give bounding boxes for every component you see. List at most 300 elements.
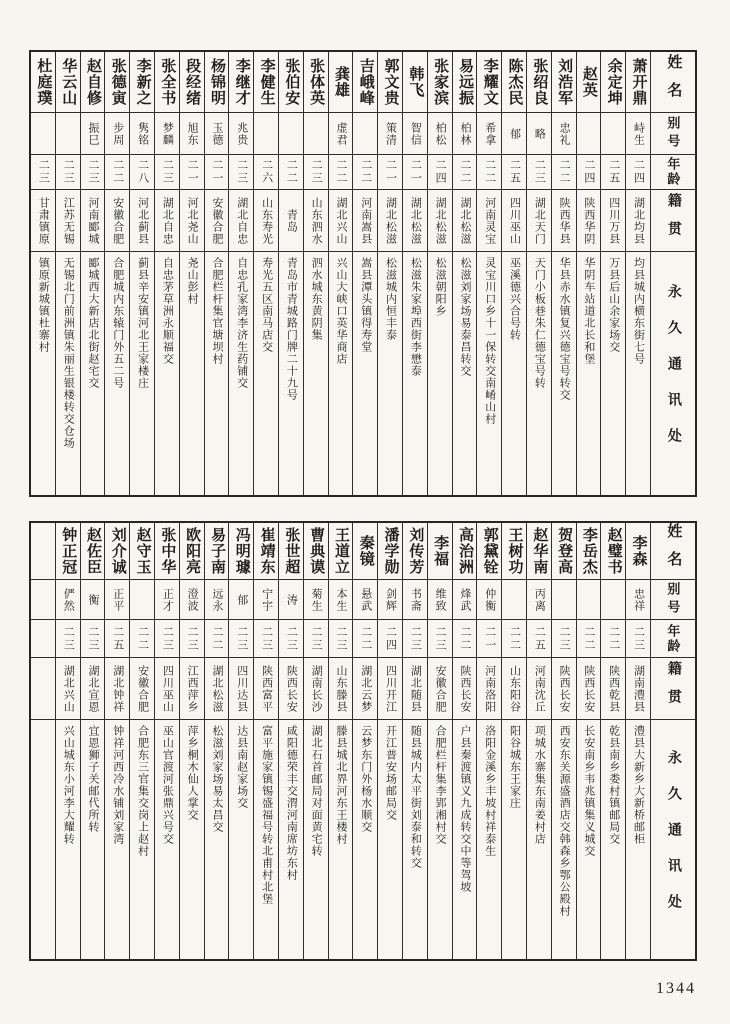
person-column-alias-cell: [552, 112, 576, 154]
person-column-alias-cell: [577, 579, 601, 619]
person-column-native-cell: [502, 657, 526, 719]
person-column: [625, 523, 650, 959]
person-column: [501, 523, 526, 959]
person-column-alias-text: 悬武: [359, 587, 372, 612]
person-column-native-cell: [453, 189, 477, 251]
person-column-native-text: 河南灵宝: [483, 196, 496, 245]
person-column-age-text: 二二: [458, 625, 471, 652]
person-column-age-cell: [626, 154, 650, 189]
person-column-alias-text: 忠礼: [558, 121, 571, 146]
person-column-age-cell: [130, 154, 154, 189]
person-column-name-cell: [329, 523, 353, 579]
person-column-alias-cell: [502, 112, 526, 154]
person-column-alias-text: 澄波: [186, 587, 199, 612]
person-column-address-text: 万县后山余家场交: [607, 257, 620, 353]
person-column-address-text: 合肥栏杆集官塘坝村: [210, 257, 223, 365]
person-column-address-cell: [304, 719, 328, 959]
person-column-alias-cell: [304, 579, 328, 619]
person-column-address-cell: [403, 719, 427, 959]
person-column: [129, 52, 154, 495]
header-column-name-cell: [651, 523, 695, 579]
person-column-name-text: 赵华南: [531, 527, 548, 575]
person-column-native-cell: [130, 657, 154, 719]
person-column-age-text: 二三: [161, 159, 174, 185]
person-column-alias-cell: [279, 112, 303, 154]
person-column-alias-cell: [205, 579, 229, 619]
person-column-address-text: 咸阳德荣丰交渭河南席坊东村: [285, 725, 298, 881]
person-column-native-text: 陕西长安: [558, 664, 571, 713]
person-column-address-text: 合肥栏杆集李郢湘村交: [434, 725, 447, 845]
person-column-name-text: 曹典谟: [308, 527, 325, 575]
person-column-alias-text: 正平: [111, 587, 124, 612]
person-column-name-text: 欧阳亮: [184, 527, 201, 575]
person-column-address-cell: [205, 251, 229, 495]
person-column-age-cell: [229, 154, 253, 189]
person-column-age-cell: [81, 154, 105, 189]
person-column-address-cell: [105, 251, 129, 495]
person-column-name-text: 王树功: [506, 527, 523, 575]
header-column-native-text: 籍贯: [665, 660, 681, 717]
person-column-age-text: 二三: [310, 159, 323, 185]
person-column-name-cell: [205, 52, 229, 112]
person-column-native-cell: [81, 189, 105, 251]
person-column-address-cell: [254, 719, 278, 959]
person-column-name-cell: [81, 52, 105, 112]
person-column-age-text: 二二: [334, 159, 347, 185]
person-column-alias-cell: [31, 579, 55, 619]
person-column-name-text: 李继才: [233, 58, 250, 106]
person-column-age-text: 二一: [409, 159, 422, 185]
person-column-alias-text: 丙离: [533, 587, 546, 612]
person-column-age-text: 二三: [632, 625, 645, 652]
person-column: [55, 52, 80, 495]
person-column-address-text: 巫山官渡河张鼎兴号交: [161, 725, 174, 845]
person-column-native-cell: [329, 189, 353, 251]
person-column: [551, 523, 576, 959]
person-column-native-cell: [31, 657, 55, 719]
person-column-name-cell: [31, 523, 55, 579]
person-column-age-text: 二二: [508, 625, 521, 652]
person-column-age-cell: [403, 619, 427, 657]
person-column-native-text: 湖北自忠: [235, 196, 248, 245]
person-column-address-cell: [31, 251, 55, 495]
header-column: [650, 523, 695, 959]
person-column-native-text: 湖北云梦: [359, 664, 372, 713]
person-column-address-text: 寿光五区南马店交: [260, 257, 273, 353]
person-column-native-text: 陕西长安: [285, 664, 298, 713]
person-column-age-text: 二五: [508, 159, 521, 185]
person-column-alias-cell: [453, 579, 477, 619]
person-column-native-text: 安徽合肥: [136, 664, 149, 713]
header-column-age-cell: [651, 154, 695, 189]
person-column-address-text: 镇原新城镇杜寨村: [37, 257, 50, 353]
person-column-address-text: 达县南赵家场交: [235, 725, 248, 809]
person-column-name-cell: [155, 52, 179, 112]
person-column-alias-cell: [56, 112, 80, 154]
person-column-age-text: 二一: [210, 159, 223, 185]
person-column-age-text: 二二: [210, 625, 223, 652]
person-column-address-text: 乾县南乡娄村镇邮局交: [607, 725, 620, 845]
person-column-alias-cell: [130, 112, 154, 154]
person-column-address-text: 华县赤水镇复兴德宝号转交: [558, 257, 571, 401]
person-column-native-cell: [378, 657, 402, 719]
person-column-address-cell: [180, 719, 204, 959]
person-column-native-cell: [552, 189, 576, 251]
person-column: [352, 52, 377, 495]
person-column: [303, 523, 328, 959]
person-column-name-cell: [601, 52, 625, 112]
person-column-native-text: 湖北随县: [409, 664, 422, 713]
person-column-native-cell: [229, 657, 253, 719]
person-column: [452, 523, 477, 959]
person-column-address-cell: [279, 719, 303, 959]
person-column-age-text: 二五: [111, 625, 124, 652]
person-column-address-cell: [180, 251, 204, 495]
person-column-native-cell: [254, 189, 278, 251]
person-column-alias-text: 忠祥: [632, 587, 645, 612]
person-column-address-text: 钟祥河西冷水铺刘家湾: [111, 725, 124, 845]
person-column-native-text: 青岛: [285, 208, 298, 233]
person-column-native-cell: [180, 657, 204, 719]
person-column-native-cell: [527, 657, 551, 719]
person-column-address-text: 天门小板巷朱仁德宝号转: [533, 257, 546, 389]
person-column-native-text: 陕西长安: [458, 664, 471, 713]
person-column-native-cell: [378, 189, 402, 251]
person-column-alias-cell: [353, 112, 377, 154]
person-column-address-text: 自忠孔家湾李济生药铺交: [235, 257, 248, 389]
person-column-native-cell: [403, 189, 427, 251]
person-column-alias-text: 郁: [508, 127, 521, 140]
person-column-address-text: 富平施家镇锡盛福号转北甫村北堡: [260, 725, 273, 905]
person-column-alias-cell: [81, 112, 105, 154]
person-column-name-cell: [130, 52, 154, 112]
person-column-alias-text: 玉德: [210, 121, 223, 146]
person-column-alias-text: 远永: [210, 587, 223, 612]
person-column-native-text: 陕西乾县: [607, 664, 620, 713]
roster-table-top: [29, 50, 697, 497]
person-column-age-text: 二二: [285, 159, 298, 185]
person-column-age-cell: [180, 154, 204, 189]
person-column-native-cell: [105, 189, 129, 251]
person-column-address-text: 泗水城东黄阴集: [310, 257, 323, 341]
person-column-address-cell: [31, 719, 55, 959]
person-column-address-cell: [428, 251, 452, 495]
person-column-alias-cell: [552, 579, 576, 619]
person-column-age-text: 二一: [384, 159, 397, 185]
person-column-address-cell: [626, 251, 650, 495]
person-column: [625, 52, 650, 495]
person-column-age-cell: [81, 619, 105, 657]
person-column-native-cell: [180, 189, 204, 251]
person-column-age-cell: [577, 619, 601, 657]
person-column-address-text: 自忠茅草洲永顺福交: [161, 257, 174, 365]
person-column-native-cell: [601, 189, 625, 251]
person-column-native-cell: [205, 657, 229, 719]
person-column-age-text: 二一: [186, 159, 199, 185]
person-column-age-text: 二四: [582, 159, 595, 185]
person-column-alias-cell: [229, 112, 253, 154]
person-column-alias-text: 宁宇: [260, 587, 273, 612]
person-column-name-text: 钟正冠: [60, 527, 77, 575]
person-column-age-cell: [428, 619, 452, 657]
person-column-age-cell: [229, 619, 253, 657]
person-column-name-cell: [56, 52, 80, 112]
person-column-address-cell: [329, 719, 353, 959]
person-column-alias-cell: [155, 112, 179, 154]
person-column-name-text: 赵自修: [84, 58, 101, 106]
person-column-native-cell: [56, 657, 80, 719]
person-column-name-text: 张家滨: [432, 58, 449, 106]
person-column: [452, 52, 477, 495]
person-column-address-text: 湖北石首邮局对面黄宅转: [310, 725, 323, 857]
person-column-address-text: 松滋刘家场易泰昌转交: [458, 257, 471, 377]
person-column: [476, 523, 501, 959]
person-column-alias-text: 步周: [111, 121, 124, 146]
person-column-address-text: 阳谷城东王家庄: [508, 725, 521, 809]
person-column-native-text: 甘肃镇原: [37, 196, 50, 245]
person-column-name-text: 段经绪: [184, 58, 201, 106]
person-column-address-cell: [254, 251, 278, 495]
person-column: [104, 523, 129, 959]
person-column-name-text: 张世超: [283, 527, 300, 575]
person-column: [303, 52, 328, 495]
person-column-name-cell: [403, 523, 427, 579]
person-column-age-text: 二三: [235, 159, 248, 185]
person-column-age-text: 二四: [384, 625, 397, 652]
person-column-address-text: 青岛市青城路门牌二十九号: [285, 257, 298, 401]
person-column-alias-text: 峙生: [632, 121, 645, 146]
person-column-name-text: 张中华: [159, 527, 176, 575]
person-column-age-cell: [626, 619, 650, 657]
person-column-native-text: 四川巫山: [508, 196, 521, 245]
person-column: [278, 523, 303, 959]
person-column-name-cell: [130, 523, 154, 579]
person-column-address-cell: [378, 719, 402, 959]
person-column-address-cell: [477, 251, 501, 495]
person-column-native-cell: [279, 189, 303, 251]
person-column-name-text: 杨锦明: [208, 58, 225, 106]
person-column-alias-text: 梦麟: [161, 121, 174, 146]
person-column-name-cell: [552, 523, 576, 579]
person-column-age-text: 二三: [37, 159, 50, 185]
person-column-age-cell: [552, 619, 576, 657]
person-column-address-cell: [502, 719, 526, 959]
person-column-address-text: 项城水寨集东南姜村店: [533, 725, 546, 845]
person-column-address-cell: [502, 251, 526, 495]
person-column-name-cell: [378, 523, 402, 579]
person-column: [104, 52, 129, 495]
person-column-alias-text: 衡: [86, 593, 99, 606]
person-column-alias-cell: [428, 112, 452, 154]
person-column-alias-cell: [31, 112, 55, 154]
person-column-age-text: 二二: [582, 625, 595, 652]
person-column-address-cell: [626, 719, 650, 959]
person-column-age-cell: [105, 154, 129, 189]
person-column-native-cell: [403, 657, 427, 719]
person-column-address-text: 尧山彭村: [186, 257, 199, 305]
person-column-age-cell: [56, 154, 80, 189]
person-column-native-text: 陕西华阴: [582, 196, 595, 245]
person-column-native-cell: [527, 189, 551, 251]
person-column-name-cell: [378, 52, 402, 112]
person-column-age-text: 二三: [285, 625, 298, 652]
person-column-name-cell: [428, 52, 452, 112]
person-column-name-text: 张体英: [308, 58, 325, 106]
person-column-alias-text: 策清: [384, 121, 397, 146]
person-column-age-text: 二二: [359, 625, 372, 652]
person-column-native-cell: [155, 657, 179, 719]
person-column-native-text: 陕西长安: [582, 664, 595, 713]
person-column-native-cell: [577, 657, 601, 719]
person-column-address-text: 均县城内横东街七号: [632, 257, 645, 365]
person-column-alias-cell: [180, 579, 204, 619]
person-column-native-cell: [428, 189, 452, 251]
person-column-alias-cell: [329, 112, 353, 154]
person-column-name-text: 王道立: [332, 527, 349, 575]
person-column-address-cell: [304, 251, 328, 495]
person-column-alias-text: 书斋: [409, 587, 422, 612]
person-column: [179, 52, 204, 495]
person-column-age-text: 二三: [533, 159, 546, 185]
person-column-age-text: 二二: [111, 159, 124, 185]
header-column: [650, 52, 695, 495]
person-column: [427, 52, 452, 495]
person-column-alias-cell: [155, 579, 179, 619]
person-column-alias-text: 旭东: [186, 121, 199, 146]
person-column-address-text: 长安南乡韦兆镇集义城交: [582, 725, 595, 857]
person-column-name-text: 韩飞: [407, 66, 424, 98]
person-column-address-cell: [552, 719, 576, 959]
person-column-native-text: 湖北兴山: [62, 664, 75, 713]
person-column-name-cell: [180, 523, 204, 579]
person-column-name-text: 吉峨峰: [357, 58, 374, 106]
person-column-address-text: 蓟县辛安镇河北王家楼庄: [136, 257, 149, 389]
person-column: [55, 523, 80, 959]
person-column-alias-cell: [527, 112, 551, 154]
person-column-native-cell: [329, 657, 353, 719]
person-column-name-cell: [180, 52, 204, 112]
person-column-alias-cell: [477, 579, 501, 619]
person-column-native-text: 湖北均县: [632, 196, 645, 245]
person-column-name-text: 华云山: [60, 58, 77, 106]
person-column-alias-text: 柏松: [434, 121, 447, 146]
person-column-alias-cell: [105, 579, 129, 619]
person-column-name-cell: [329, 52, 353, 112]
person-column-age-text: 二一: [483, 625, 496, 652]
person-column-age-text: 二三: [434, 625, 447, 652]
person-column: [228, 52, 253, 495]
person-column-age-cell: [304, 619, 328, 657]
person-column-age-text: 二三: [186, 625, 199, 652]
person-column-address-text: 澧县大新乡大新桥邮柜: [632, 725, 645, 845]
person-column-name-text: 赵璧书: [605, 527, 622, 575]
person-column-address-text: 巫溪德兴合号转: [508, 257, 521, 341]
person-column-age-text: 二三: [62, 625, 75, 652]
person-column-address-cell: [378, 251, 402, 495]
person-column-age-cell: [31, 619, 55, 657]
person-column-name-text: 贺登高: [556, 527, 573, 575]
person-column-native-text: 四川达县: [235, 664, 248, 713]
person-column: [253, 52, 278, 495]
person-column-age-text: 二三: [558, 625, 571, 652]
person-column: [328, 523, 353, 959]
person-column-address-text: 西安东关源盛酒店交韩森乡鄂公殿村: [558, 725, 571, 917]
person-column-name-text: 李新之: [134, 58, 151, 106]
person-column: [501, 52, 526, 495]
person-column-name-text: 赵佐臣: [84, 527, 101, 575]
person-column: [551, 52, 576, 495]
person-column-age-cell: [502, 154, 526, 189]
person-column-address-cell: [56, 251, 80, 495]
person-column-name-cell: [552, 52, 576, 112]
person-column: [278, 52, 303, 495]
person-column-native-cell: [626, 189, 650, 251]
person-column-native-cell: [31, 189, 55, 251]
person-column-name-cell: [105, 523, 129, 579]
person-column-name-text: 陈杰民: [506, 58, 523, 106]
person-column-name-cell: [304, 52, 328, 112]
person-column-age-cell: [304, 154, 328, 189]
person-column-address-text: 开江普安场邮局交: [384, 725, 397, 821]
person-column-native-text: 山东滕县: [334, 664, 347, 713]
person-column-name-cell: [502, 52, 526, 112]
person-column-alias-cell: [254, 112, 278, 154]
header-column-age-cell: [651, 619, 695, 657]
person-column: [129, 523, 154, 959]
person-column-alias-text: 柏林: [458, 121, 471, 146]
person-column-native-text: 湖北钟祥: [111, 664, 124, 713]
person-column-age-cell: [329, 619, 353, 657]
person-column-age-text: 二六: [260, 159, 273, 185]
person-column-alias-text: 涛: [285, 593, 298, 606]
person-column-name-text: 崔靖东: [258, 527, 275, 575]
person-column-alias-cell: [577, 112, 601, 154]
person-column-age-cell: [205, 619, 229, 657]
person-column-name-cell: [626, 52, 650, 112]
person-column-age-text: 二二: [359, 159, 372, 185]
person-column-alias-text: 剑辉: [384, 587, 397, 612]
person-column-age-text: 二二: [136, 625, 149, 652]
person-column-address-cell: [229, 251, 253, 495]
header-column-address-cell: [651, 251, 695, 495]
person-column-name-cell: [279, 523, 303, 579]
person-column-address-cell: [155, 719, 179, 959]
person-column-name-cell: [577, 523, 601, 579]
person-column-alias-cell: [254, 579, 278, 619]
person-column-address-text: 萍乡桐木仙人掌交: [186, 725, 199, 821]
person-column-age-text: 二二: [607, 625, 620, 652]
person-column-name-text: 郭黛铨: [481, 527, 498, 575]
person-column-native-cell: [205, 189, 229, 251]
person-column-name-text: 李森: [630, 535, 647, 567]
person-column-age-text: 二三: [260, 625, 273, 652]
person-column-address-cell: [453, 719, 477, 959]
person-column-alias-cell: [378, 579, 402, 619]
person-column-age-text: 二二: [558, 159, 571, 185]
person-column: [80, 52, 105, 495]
person-column-name-text: 刘浩军: [556, 58, 573, 106]
person-column-name-cell: [403, 52, 427, 112]
person-column-name-cell: [155, 523, 179, 579]
person-column-alias-text: 振巳: [86, 121, 99, 146]
person-column: [204, 523, 229, 959]
person-column-native-text: 四川开江: [384, 664, 397, 713]
person-column-age-text: 二三: [334, 625, 347, 652]
person-column-age-cell: [527, 619, 551, 657]
person-column-name-cell: [527, 52, 551, 112]
person-column: [402, 523, 427, 959]
person-column: [179, 523, 204, 959]
